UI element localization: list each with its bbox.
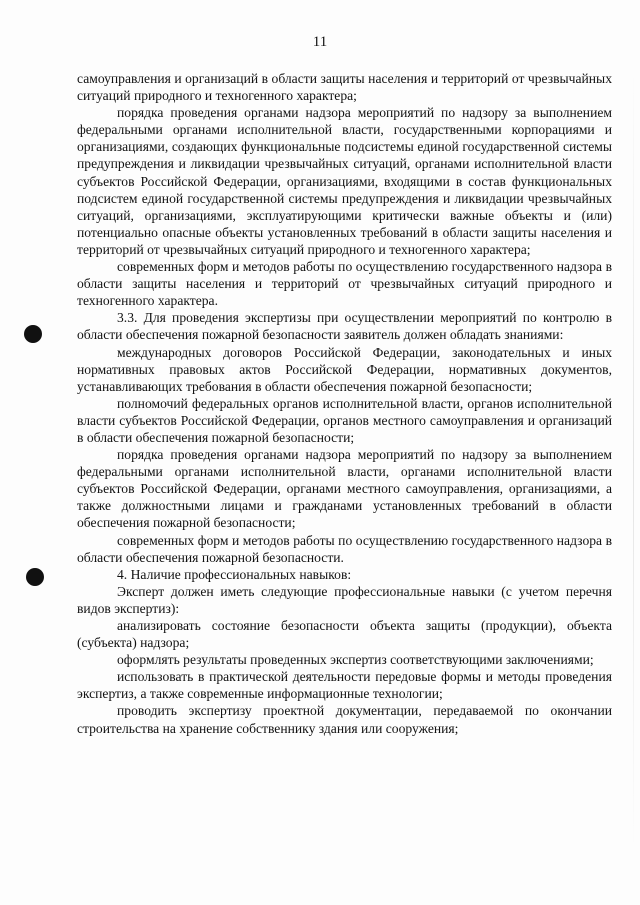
paragraph-skill-technologies: использовать в практической деятельности передовые формы и методы проведения экспертиз, а также современные информационные технологии;	[77, 669, 612, 702]
paragraph-continuation: самоуправления и организаций в области защиты населения и территорий от чрезвычайных ситуаций природного и техногенного характера;	[77, 71, 612, 104]
paragraph-international-treaties: международных договоров Российской Федерации, законодательных и иных нормативных правовых актов Российской Федерации, нормативных документов, устанавливающих требования в области обеспечения пожарной безопасности;	[77, 344, 612, 394]
binder-hole-icon	[26, 568, 44, 586]
paragraph-modern-methods-fire: современных форм и методов работы по осуществлению государственного надзора в области обеспечения пожарной безопасности.	[77, 532, 612, 565]
scan-edge-mark	[633, 70, 634, 850]
paragraph-skill-project-review: проводить экспертизу проектной документации, передаваемой по окончании строительства на хранение собственнику здания или сооружения;	[77, 703, 612, 736]
document-body	[77, 70, 612, 737]
page-number: 11	[312, 34, 328, 50]
paragraph-section-3-3: 3.3. Для проведения экспертизы при осуществлении мероприятий по контролю в области обеспечения пожарной безопасности заявитель должен обладать знаниями:	[77, 310, 612, 343]
paragraph-supervision-order-emergency: порядка проведения органами надзора мероприятий по надзору за выполнением федеральными органами исполнительной власти, государственными корпорациями и организациями, создающих функциональные подсистемы единой государственной системы предупреждения и ликвидации чрезвычайных ситуаций, органами исполнительной власти субъектов Российской Федерации, организациями, входящими в состав функциональных подсистем единой государственной системы предупреждения и ликвидации чрезвычайных ситуаций, организациями, эксплуатирующими критически важные объекты и (или) потенциально опасные объекты установленных требований в области защиты населения и территорий от чрезвычайных ситуаций природного и техногенного характера;	[77, 105, 612, 257]
paragraph-modern-methods-emergency: современных форм и методов работы по осуществлению государственного надзора в области защиты населения и территорий от чрезвычайных ситуаций природного и техногенного характера.	[77, 259, 612, 309]
paragraph-skill-document: оформлять результаты проведенных экспертиз соответствующими заключениями;	[117, 652, 594, 668]
binder-hole-icon	[24, 325, 42, 343]
paragraph-expert-skills-intro: Эксперт должен иметь следующие профессиональные навыки (с учетом перечня видов экспертиз):	[77, 583, 612, 616]
paragraph-authority-powers: полномочий федеральных органов исполнительной власти, органов исполнительной власти субъектов Российской Федерации, органов местного самоуправления и организаций в области обеспечения пожарной безопасности;	[77, 395, 612, 445]
paragraph-skill-analyze: анализировать состояние безопасности объекта защиты (продукции), объекта (субъекта) надзора;	[77, 618, 612, 651]
paragraph-supervision-order-fire: порядка проведения органами надзора мероприятий по надзору за выполнением федеральными органами исполнительной власти, органами исполнительной власти субъектов Российской Федерации, органами местного самоуправления, организациями, а также должностными лицами и гражданами установленных требований в области обеспечения пожарной безопасности;	[77, 447, 612, 531]
paragraph-section-4: 4. Наличие профессиональных навыков:	[117, 566, 352, 582]
